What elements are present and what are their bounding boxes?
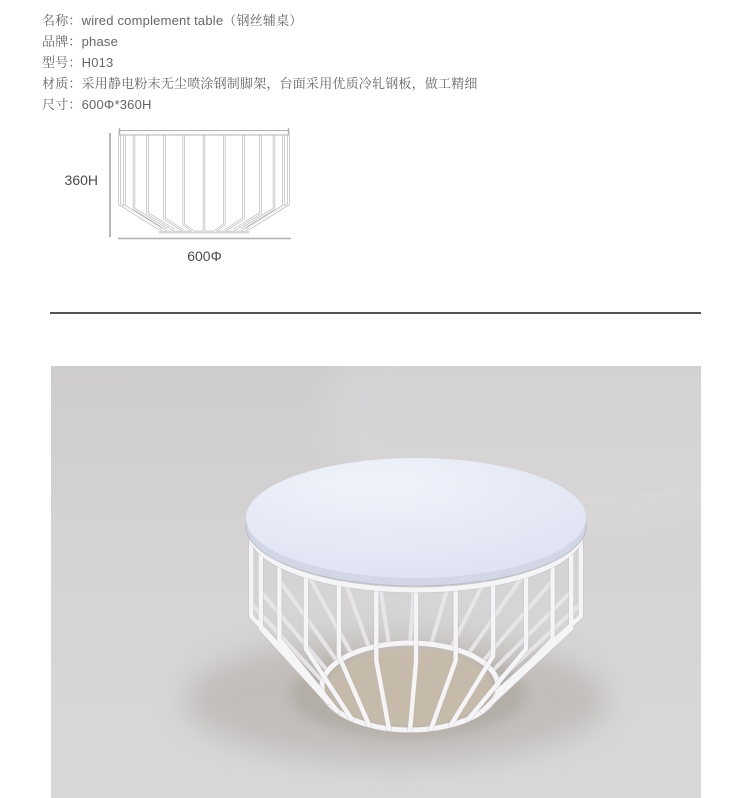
diameter-dimension-label: 600Φ (187, 248, 222, 264)
product-size-line: 尺寸：600Φ*360H (42, 97, 152, 112)
product-photo (51, 366, 701, 798)
height-dimension-label: 360H (64, 172, 98, 188)
section-divider (50, 312, 701, 314)
product-model-line: 型号：H013 (42, 55, 114, 70)
product-photo-image (51, 366, 701, 798)
product-brand-line: 品牌：phase (42, 34, 119, 49)
dimension-diagram (0, 0, 750, 280)
product-material-line: 材质：采用静电粉末无尘喷涂钢制脚架，台面采用优质冷轧钢板，做工精细 (42, 76, 478, 91)
table-line-drawing (100, 125, 300, 247)
product-name-line: 名称：wired complement table（钢丝辅桌） (42, 13, 303, 28)
